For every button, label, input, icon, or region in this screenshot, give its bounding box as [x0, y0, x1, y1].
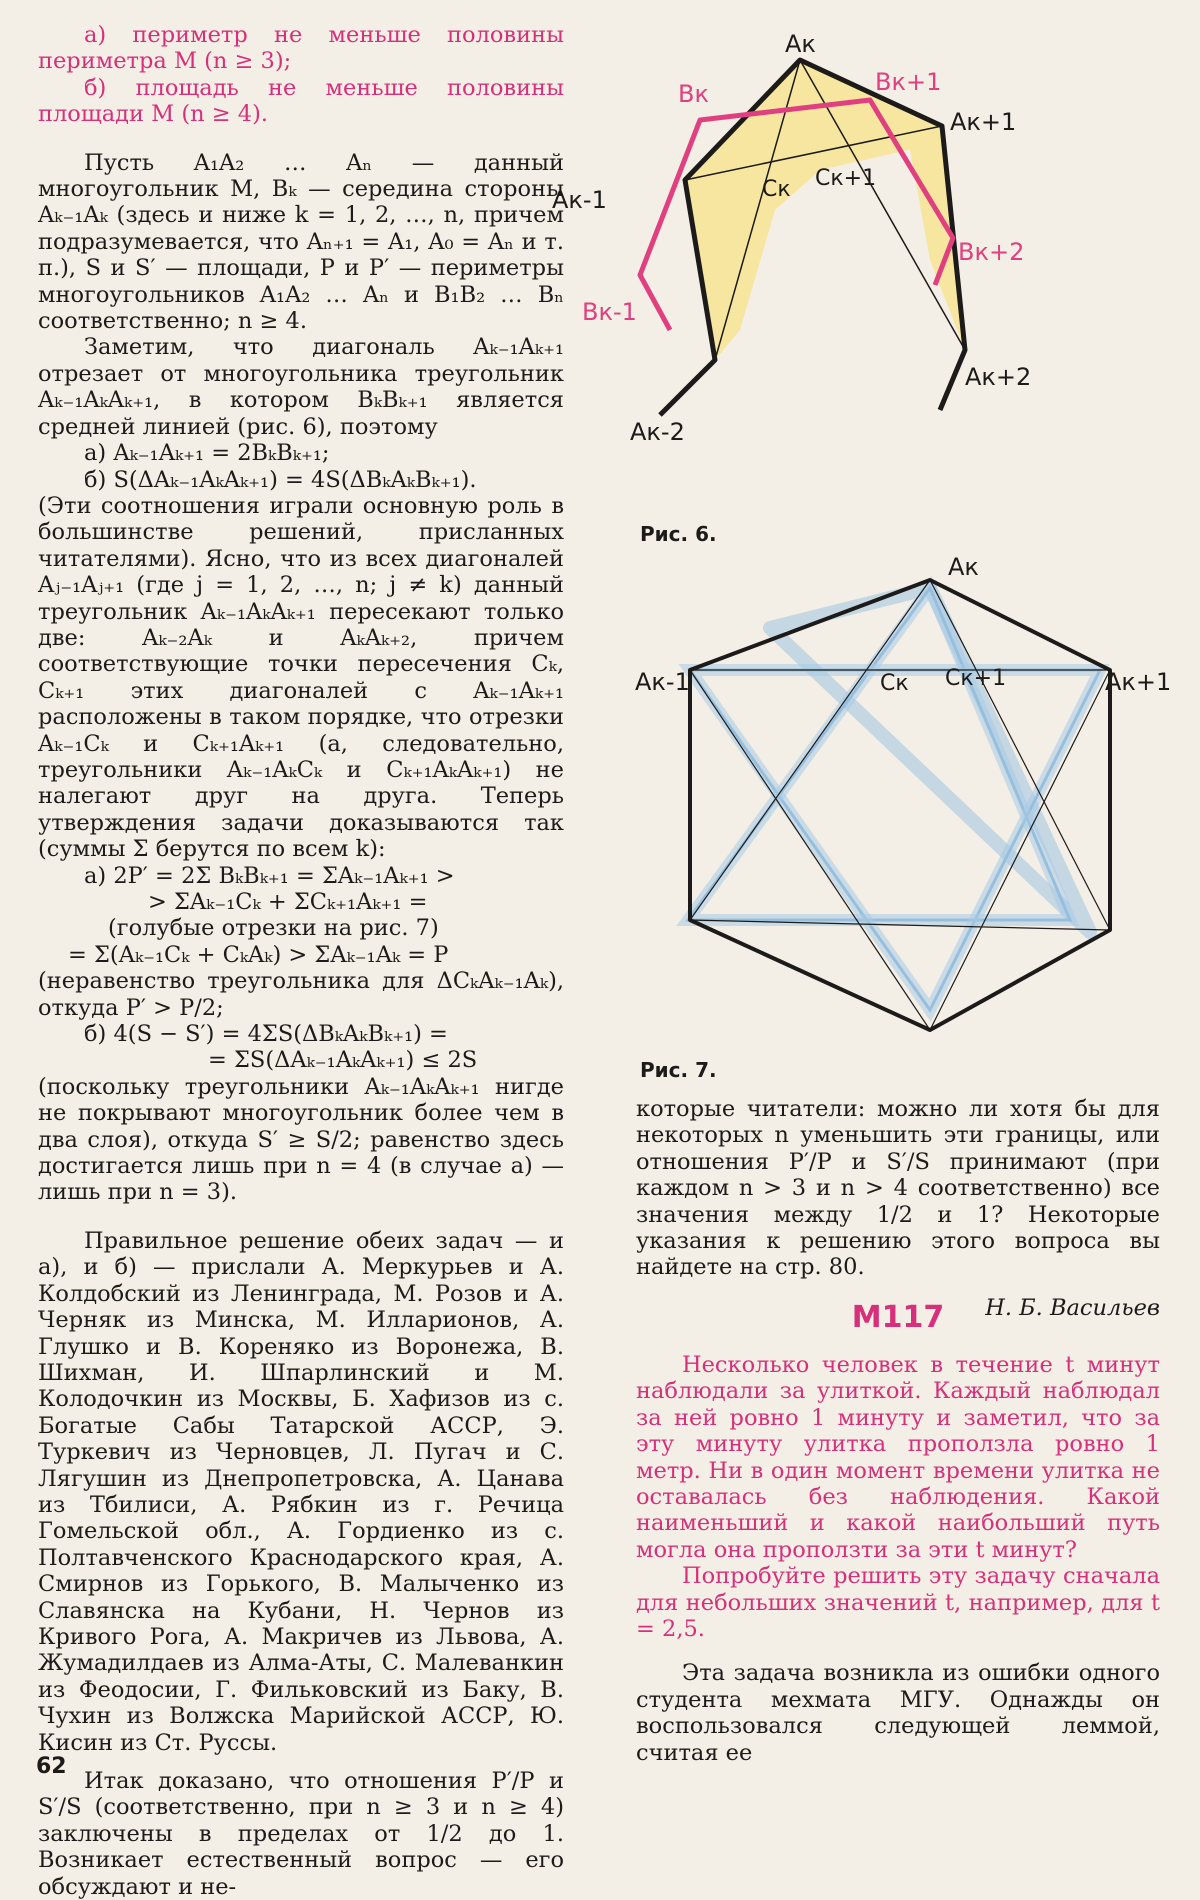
fig7-blue-triangle-1: [770, 588, 1090, 932]
fig6-label-bk2: Bк+2: [958, 238, 1025, 266]
proof-a-line-2: > ΣAₖ₋₁Cₖ + ΣCₖ₊₁Aₖ₊₁ =: [148, 889, 428, 915]
paragraph-solvers: Правильное решение обеих задач — и а), и б) — прислали А. Меркурьев и А. Колдобский из Ленинграда, М. Розов и А. Черняк из Минска, М. Илларионов, А. Глушко и В. Кореняко из Воронежа, В. Шихман, И. Шпарлинский и М. Колодочкин из Москвы, Б. Хафизов из с. Богатые Сабы Татарской АССР, Э. Туркевич из Черновцев, Л. Пугач и С. Лягушин из Днепропетровска, А. Цанава из Тбилиси, А. Рябкин из г. Речица Гомельской обл., А. Гордиенко из с. Полтавченского Краснодарского края, А. Смирнов из Горького, В. Малыченко из Славянска на Кубани, Н. Чернов из Кривого Рога, А. Макричев из Львова, А. Жумадилдаев из Алма-Аты, С. Малеванкин из Феодосии, Г. Фильковский из Баку, В. Чухин из Волжска Марийской АССР, Ю. Кисин из Ст. Руссы.: [38, 1227, 564, 1756]
fig6-label-ak1: Aк+1: [950, 108, 1017, 136]
figure-6-caption: Рис. 6.: [640, 522, 717, 546]
fig6-label-ak-1: Aк-1: [552, 186, 607, 214]
right-column-problem: [636, 1352, 1160, 1766]
fig6-label-ak: Aк: [785, 30, 816, 58]
proof-a-line-1: а) 2P′ = 2Σ BₖBₖ₊₁ = ΣAₖ₋₁Aₖ₊₁ >: [84, 862, 455, 889]
paragraph-3: (Эти соотношения играли основную роль в большинстве решений, присланных читателями). Ясно, что из всех диагоналей Aⱼ₋₁Aⱼ₊₁ (где j = 1, 2, …, n; j ≠ k) данный треугольник Aₖ₋₁AₖAₖ₊₁ пересекают только две: Aₖ₋₂Aₖ и AₖAₖ₊₂, причем соответствующие точки пересечения Cₖ, Cₖ₊₁ этих диагоналей с Aₖ₋₁Aₖ₊₁ расположены в таком порядке, что отрезки Aₖ₋₁Cₖ и Cₖ₊₁Aₖ₊₁ (а, следовательно, треугольники Aₖ₋₁AₖCₖ и Cₖ₊₁AₖAₖ₊₁) не налегают друг на друга. Теперь утверждения задачи доказываются так (суммы Σ берутся по всем k):: [38, 492, 564, 863]
problem-text: Несколько человек в течение t минут наблюдали за улиткой. Каждый наблюдал за ней ровно 1 минуту и заметил, что за эту минуту улитка проползла ровно 1 метр. Ни в один момент времени улитка не оставалась без наблюдения. Какой наименьший и какой наибольший путь могла она проползти за эти t минут?: [636, 1352, 1160, 1563]
fig6-label-ck: Cк: [762, 177, 791, 202]
author-signature: Н. Б. Васильев: [985, 1294, 1160, 1321]
fig7-diagonal-3: [930, 580, 1110, 930]
condition-a: а) периметр не меньше половины периметра M (n ≥ 3);: [38, 22, 564, 75]
page-number: 62: [36, 1754, 67, 1779]
paragraph-1: Пусть A₁A₂ … Aₙ — данный многоугольник M, Bₖ — середина стороны Aₖ₋₁Aₖ (здесь и ниже k = 1, 2, …, n, причем подразумевается, что Aₙ₊₁ = A₁, A₀ = Aₙ и т. п.), S и S′ — площади, P и P′ — периметры многоугольников A₁A₂ … Aₙ и B₁B₂ … Bₙ соответственно; n ≥ 4.: [38, 149, 564, 335]
right-paragraph-2: Эта задача возникла из ошибки одного студента мехмата МГУ. Однажды он воспользовался следующей леммой, считая ее: [636, 1660, 1160, 1766]
fig7-label-ak: Aк: [948, 553, 979, 581]
equation-a: а) Aₖ₋₁Aₖ₊₁ = 2BₖBₖ₊₁;: [84, 440, 330, 467]
problem-heading: М117: [851, 1300, 945, 1335]
fig6-label-bk-1: Bк-1: [582, 298, 637, 326]
right-column-continuation: [636, 1096, 1160, 1321]
fig7-label-ak1: Aк+1: [1105, 668, 1172, 696]
fig6-label-ck1: Cк+1: [815, 166, 877, 191]
right-paragraph-1: которые читатели: можно ли хотя бы для некоторых n уменьшить эти границы, или отношения P′/P и S′/S принимают (при каждом n > 3 и n > 4 соответственно) все значения между 1/2 и 1? Некоторые указания к решению этого вопроса вы найдете на стр. 80.: [636, 1096, 1160, 1281]
fig7-label-ck1: Cк+1: [945, 666, 1007, 691]
left-column: [38, 22, 564, 1900]
proof-a-line-4: = Σ(Aₖ₋₁Cₖ + CₖAₖ) > ΣAₖ₋₁Aₖ = P: [68, 941, 449, 968]
equation-b: б) S(ΔAₖ₋₁AₖAₖ₊₁) = 4S(ΔBₖAₖBₖ₊₁).: [84, 466, 477, 493]
fig6-label-ak-2: Aк-2: [630, 418, 685, 446]
figure-7: [635, 540, 1172, 1060]
proof-b-line-1: б) 4(S − S′) = 4ΣS(ΔBₖAₖBₖ₊₁) =: [84, 1021, 448, 1048]
fig6-label-ak2: Aк+2: [965, 363, 1032, 391]
paragraph-2: Заметим, что диагональ Aₖ₋₁Aₖ₊₁ отрезает от многоугольника треугольник Aₖ₋₁AₖAₖ₊₁, в котором BₖBₖ₊₁ является средней линией (рис. 6), поэтому: [38, 334, 564, 440]
fig7-diagonal-5: [930, 670, 1110, 1030]
fig6-label-bk: Bк: [678, 80, 709, 108]
paragraph-4: (поскольку треугольники Aₖ₋₁AₖAₖ₊₁ нигде не покрывают многоугольник более чем в два слоя), откуда S′ ≥ S/2; равенство здесь достигается лишь при n = 4 (в случае а) — лишь при n = 3).: [38, 1073, 564, 1206]
figure-7-caption: Рис. 7.: [640, 1058, 717, 1082]
fig7-label-ak-1: Aк-1: [635, 668, 690, 696]
proof-a-line-5: (неравенство треугольника для ΔCₖAₖ₋₁Aₖ), откуда P′ > P/2;: [38, 968, 564, 1021]
proof-a-line-3: (голубые отрезки на рис. 7): [108, 915, 439, 942]
problem-hint: Попробуйте решить эту задачу сначала для небольших значений t, например, для t = 2,5.: [636, 1563, 1160, 1643]
fig7-label-ck: Cк: [880, 671, 909, 696]
proof-b-line-2: = ΣS(ΔAₖ₋₁AₖAₖ₊₁) ≤ 2S: [208, 1047, 478, 1074]
figure-6: [552, 20, 1180, 480]
paragraph-6: Итак доказано, что отношения P′/P и S′/S (соответственно, при n ≥ 3 и n ≥ 4) заключены в пределах от 1/2 до 1. Возникает естественный вопрос — его обсуждают и не-: [38, 1768, 564, 1900]
condition-b: б) площадь не меньше половины площади M (n ≥ 4).: [38, 74, 564, 128]
fig6-label-bk1: Bк+1: [875, 68, 942, 96]
